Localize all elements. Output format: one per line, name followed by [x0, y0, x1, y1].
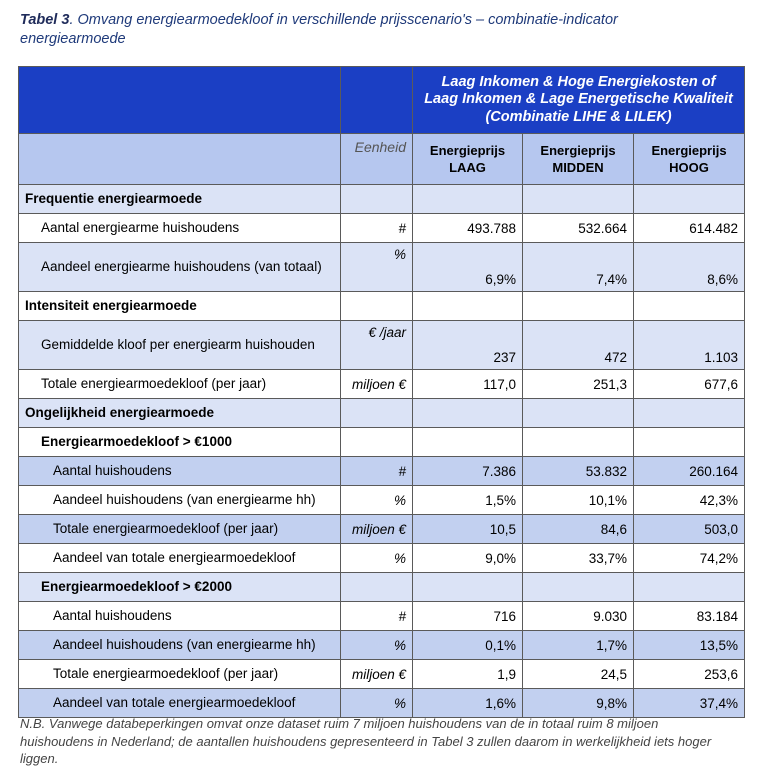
table-row	[19, 660, 745, 689]
table-row	[19, 689, 745, 718]
row-value-hoog: 42,3%	[634, 486, 745, 515]
row-value-midden: 33,7%	[523, 544, 634, 573]
row-value-midden	[523, 399, 634, 428]
row-value-laag: 0,1%	[413, 631, 523, 660]
row-value-midden	[523, 428, 634, 457]
header-empty-label	[19, 67, 341, 134]
row-label: Gemiddelde kloof per energiearm huishouden	[19, 321, 341, 370]
row-value-midden: 53.832	[523, 457, 634, 486]
row-value-midden: 251,3	[523, 370, 634, 399]
row-value-midden: 9,8%	[523, 689, 634, 718]
row-value-hoog: 13,5%	[634, 631, 745, 660]
header-unit-label: Eenheid	[341, 134, 413, 185]
row-label: Aantal energiearme huishoudens	[19, 214, 341, 243]
row-unit	[341, 428, 413, 457]
row-value-laag: 1,5%	[413, 486, 523, 515]
row-label: Ongelijkheid energiearmoede	[19, 399, 341, 428]
col-midden-line2: MIDDEN	[552, 160, 604, 175]
row-unit: %	[341, 689, 413, 718]
row-label: Energiearmoedekloof > €2000	[19, 573, 341, 602]
row-unit	[341, 573, 413, 602]
row-value-hoog: 1.103	[634, 321, 745, 370]
row-value-midden	[523, 185, 634, 214]
table-row	[19, 602, 745, 631]
row-unit	[341, 399, 413, 428]
row-value-midden	[523, 573, 634, 602]
row-value-laag: 10,5	[413, 515, 523, 544]
row-value-midden: 10,1%	[523, 486, 634, 515]
row-value-midden: 84,6	[523, 515, 634, 544]
row-label: Aandeel energiearme huishoudens (van totaal)	[19, 243, 341, 292]
row-unit	[341, 292, 413, 321]
row-value-midden	[523, 292, 634, 321]
row-unit: %	[341, 243, 413, 292]
row-value-midden: 472	[523, 321, 634, 370]
row-value-laag	[413, 573, 523, 602]
table-caption-label: Tabel 3	[20, 12, 70, 28]
table-row	[19, 544, 745, 573]
row-label: Totale energiearmoedekloof (per jaar)	[19, 515, 341, 544]
row-value-hoog: 8,6%	[634, 243, 745, 292]
row-label: Aandeel van totale energiearmoedekloof	[19, 689, 341, 718]
header-scenario-title: Laag Inkomen & Hoge Energiekosten of Laag Inkomen & Lage Energetische Kwaliteit (Combinatie LIHE & LILEK)	[413, 67, 745, 134]
table-row	[19, 292, 745, 321]
col-midden-line1: Energieprijs	[540, 143, 616, 158]
row-label: Frequentie energiearmoede	[19, 185, 341, 214]
row-value-laag	[413, 399, 523, 428]
table-row	[19, 399, 745, 428]
row-value-laag: 7.386	[413, 457, 523, 486]
row-value-midden: 24,5	[523, 660, 634, 689]
table-caption-text: . Omvang energiearmoedekloof in verschillende prijsscenario's – combinatie-indicator energiearmoede	[20, 12, 618, 47]
row-label: Aantal huishoudens	[19, 602, 341, 631]
header-row-columns	[19, 134, 745, 185]
row-value-hoog: 614.482	[634, 214, 745, 243]
header-col-midden	[523, 134, 634, 185]
row-unit: #	[341, 602, 413, 631]
row-unit: %	[341, 544, 413, 573]
table-row	[19, 370, 745, 399]
row-value-hoog: 260.164	[634, 457, 745, 486]
row-unit: %	[341, 631, 413, 660]
row-value-laag	[413, 292, 523, 321]
row-value-midden: 7,4%	[523, 243, 634, 292]
row-value-midden: 9.030	[523, 602, 634, 631]
col-hoog-line1: Energieprijs	[651, 143, 727, 158]
row-value-hoog	[634, 428, 745, 457]
row-value-hoog: 677,6	[634, 370, 745, 399]
row-label: Intensiteit energiearmoede	[19, 292, 341, 321]
row-value-hoog	[634, 292, 745, 321]
row-unit: %	[341, 486, 413, 515]
row-value-laag: 1,6%	[413, 689, 523, 718]
row-value-hoog: 503,0	[634, 515, 745, 544]
table-caption	[20, 11, 720, 49]
table-row	[19, 428, 745, 457]
table-row	[19, 631, 745, 660]
row-label: Aantal huishoudens	[19, 457, 341, 486]
row-unit	[341, 185, 413, 214]
row-value-laag	[413, 428, 523, 457]
row-value-laag: 237	[413, 321, 523, 370]
footnote: N.B. Vanwege databeperkingen omvat onze dataset ruim 7 miljoen huishoudens van de in totaal ruim 8 miljoen huishoudens in Nederland; de aantallen huishoudens gepresenteerd in Tabel 3 zullen daarom in werkelijkheid iets hoger liggen.	[20, 716, 712, 766]
row-unit: #	[341, 457, 413, 486]
row-value-midden: 532.664	[523, 214, 634, 243]
row-value-hoog	[634, 185, 745, 214]
row-value-midden: 1,7%	[523, 631, 634, 660]
row-unit: miljoen €	[341, 370, 413, 399]
row-unit: miljoen €	[341, 660, 413, 689]
table-row	[19, 573, 745, 602]
table-row	[19, 243, 745, 292]
table-row	[19, 457, 745, 486]
row-unit: € /jaar	[341, 321, 413, 370]
header-empty-unit	[341, 67, 413, 134]
row-label: Energiearmoedekloof > €1000	[19, 428, 341, 457]
table-row	[19, 515, 745, 544]
energy-poverty-table	[18, 66, 745, 718]
col-laag-line1: Energieprijs	[429, 143, 506, 158]
row-value-hoog: 74,2%	[634, 544, 745, 573]
row-value-hoog: 83.184	[634, 602, 745, 631]
header-row-title	[19, 67, 745, 134]
row-value-laag: 1,9	[413, 660, 523, 689]
row-value-hoog: 37,4%	[634, 689, 745, 718]
row-value-laag: 9,0%	[413, 544, 523, 573]
table-row	[19, 321, 745, 370]
row-value-hoog: 253,6	[634, 660, 745, 689]
row-label: Totale energiearmoedekloof (per jaar)	[19, 660, 341, 689]
header-col-laag	[413, 134, 523, 185]
row-unit: miljoen €	[341, 515, 413, 544]
row-value-laag: 6,9%	[413, 243, 523, 292]
row-value-laag: 493.788	[413, 214, 523, 243]
table-row	[19, 486, 745, 515]
row-value-laag	[413, 185, 523, 214]
col-hoog-line2: HOOG	[669, 160, 709, 175]
row-label: Aandeel huishoudens (van energiearme hh)	[19, 631, 341, 660]
table-row	[19, 214, 745, 243]
row-label: Aandeel van totale energiearmoedekloof	[19, 544, 341, 573]
row-label: Aandeel huishoudens (van energiearme hh)	[19, 486, 341, 515]
col-laag-line2: LAAG	[449, 160, 486, 175]
row-label: Totale energiearmoedekloof (per jaar)	[19, 370, 341, 399]
row-value-laag: 716	[413, 602, 523, 631]
header-empty-label-2	[19, 134, 341, 185]
header-col-hoog	[634, 134, 745, 185]
row-value-hoog	[634, 399, 745, 428]
row-value-hoog	[634, 573, 745, 602]
table-row	[19, 185, 745, 214]
row-unit: #	[341, 214, 413, 243]
row-value-laag: 117,0	[413, 370, 523, 399]
